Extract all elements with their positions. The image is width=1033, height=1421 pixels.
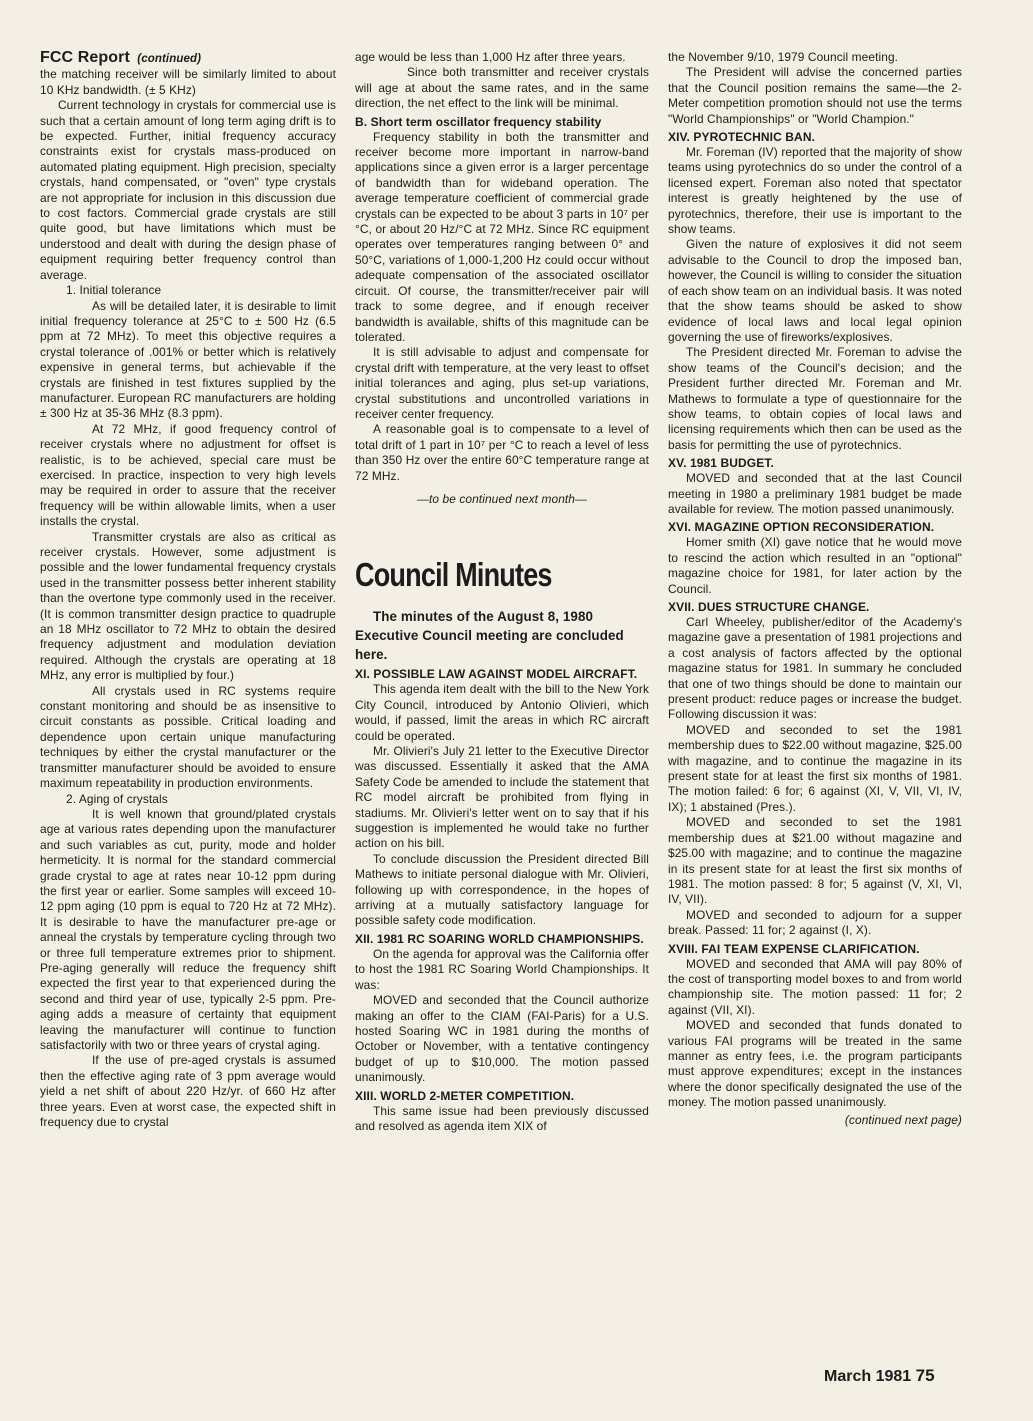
page-number: 75 <box>915 1366 935 1385</box>
column-middle <box>355 50 649 1134</box>
council-intro: The minutes of the August 8, 1980 Executive Council meeting are concluded here. <box>355 609 624 663</box>
paragraph: The President directed Mr. Foreman to advise the show teams of the Council's decision; and the President further directed Mr. Foreman and Mr. Mathews to formulate a type of questionnaire for the show teams, to obtain copies of local laws and licensing requirements which then can be used as the basis for permitting the use of pyrotechnics. <box>668 345 962 452</box>
paragraph: Current technology in crystals for commercial use is such that a certain amount of long term aging drift is to be expected. Further, initial frequency accuracy constraints exist for crystals mass-produced on automated plating equipment. High precision, specialty crystals, hand compensated, or "oven" type crystals are not appropriate for inclusion in this discussion due to cost factors. Commercial grade crystals are still quite good, but have limitations which must be understood and dealt with during the design phase of equipment requiring better frequency control than average. <box>40 98 336 282</box>
paragraph: It is well known that ground/plated crystals age at various rates depending upon the manufacturer and such variables as cut, purity, mode and holder hermeticity. It is normal for the standard commercial grade crystal to age at rates near 10-12 ppm during the first year or earlier. Some samples will exceed 10-12 ppm aging (10 ppm is equal to 720 Hz at 72 MHz). It is desirable to have the manufacturer pre-age or anneal the crystals by temperature cycling through two or three full temperature extremes prior to shipment. Pre-aging generally will reduce the frequency shift expected the first year to that experienced during the second and third year of use, typically 2-5 ppm. Pre-aging adds a measure of certainty that equipment leaving the manufacturer will continue to function satisfactorily with two or three years of crystal aging. <box>40 806 336 1052</box>
continued-note: —to be continued next month— <box>416 491 588 506</box>
section-heading: XV. 1981 BUDGET. <box>668 456 774 471</box>
section-heading: XII. 1981 RC SOARING WORLD CHAMPIONSHIPS. <box>355 931 644 946</box>
paragraph: The President will advise the concerned parties that the Council position remains the same—the 2-Meter competition promotion should not use the terms "World Championships" or "World Champion." <box>668 65 962 126</box>
continued-note: (continued next page) <box>844 1112 962 1127</box>
paragraph: All crystals used in RC systems require constant monitoring and should be as insensitive to circuit constants as possible. Critical loading and dependence upon certain unique manufacturing techniques by either the crystal manufacturer or the transmitter manufacturer should be avoided to ensure maximum repeatability in production environments. <box>40 683 336 791</box>
paragraph: the November 9/10, 1979 Council meeting. <box>668 50 899 64</box>
section-heading: XVIII. FAI TEAM EXPENSE CLARIFICATION. <box>668 941 920 956</box>
paragraph: If the use of pre-aged crystals is assumed then the effective aging rate of 3 ppm average would yield a net shift of about 220 Hz/yr. of 660 Hz after three years. Even at worst case, the expected shift in frequency due to crystal <box>40 1053 336 1130</box>
issue-date: March 1981 <box>824 1368 912 1385</box>
section-heading: XIV. PYROTECHNIC BAN. <box>668 130 816 145</box>
paragraph: age would be less than 1,000 Hz after three years. <box>355 50 626 64</box>
paragraph: the matching receiver will be similarly limited to about 10 KHz bandwidth. (± 5 KHz) <box>40 67 336 97</box>
list-item: 1. Initial tolerance <box>66 283 162 298</box>
section-heading: XVI. MAGAZINE OPTION RECONSIDERATION. <box>668 520 935 535</box>
paragraph: As will be detailed later, it is desirable to limit initial frequency tolerance at 25°C to ± 500 Hz (6.5 ppm at 72 MHz). To meet this objective requires a crystal tolerance of .001% or better which is relatively expensive in general terms, but achievable if the crystals are finished in test fixtures supplied by the manufacturer. European RC manufacturers are holding ± 300 Hz at 35-36 MHz (8.3 ppm). <box>40 298 336 421</box>
paragraph: Mr. Foreman (IV) reported that the majority of show teams using pyrotechnics do so under the control of a licensed expert. Foreman also noted that spectator interest is greatly heightened by the use of pyrotechnics, therefore, their use is important to the show teams. <box>668 145 962 237</box>
paragraph: It is still advisable to adjust and compensate for crystal drift with temperature, at the very least to offset initial tolerances and aging, plus set-up variations, crystal substitutions and uncontrolled variations in receiver center frequency. <box>355 345 649 421</box>
column-fcc-report <box>40 50 336 1130</box>
paragraph: Carl Wheeley, publisher/editor of the Academy's magazine gave a presentation of 1981 projections and a cost analysis of factors affected by the optional magazine status for 1981. In summary he concluded that one of two things should be done to maintain our present product: reduce pages or increase the budget. Following discussion it was: <box>668 615 962 722</box>
fcc-header <box>40 50 336 67</box>
paragraph: Frequency stability in both the transmitter and receiver become more important in narrow-band applications since a given error is a larger percentage of bandwidth than for wideband operation. The average temperature coefficient of commercial grade crystals can be expected to be about 3 parts in 10⁷ per °C, or about 20 Hz/°C at 72 MHz. Since RC equipment operates over temperatures ranging between 0° and 50°C, variations of 1,000-1,200 Hz could occur without adequate compensation of the associated oscillator circuit. Of course, the transmitter/receiver pair will track to some degree, and if enough receiver bandwidth is available, shifts of this magnitude can be tolerated. <box>355 129 649 344</box>
paragraph: A reasonable goal is to compensate to a level of total drift of 1 part in 10⁷ per °C to reach a level of less than 350 Hz over the entire 60°C temperature range at 72 MHz. <box>355 422 649 483</box>
column-right <box>668 50 962 1128</box>
council-minutes-title: Council Minutes <box>355 556 552 594</box>
paragraph: MOVED and seconded to set the 1981 membership dues to $22.00 without magazine, $25.00 with magazine, and to continue the magazine in its present state for at least the first six months of 1981. The motion failed: 6 for; 6 against (XI, V, VII, VI, IV, IX); 1 abstained (Pres.). <box>668 722 962 814</box>
paragraph: Mr. Olivieri's July 21 letter to the Executive Director was discussed. Essentially it asked that the AMA Safety Code be amended to include the statement that RC model aircraft be prohibited from flying in stadiums. Mr. Olivieri's letter went on to say that if his suggestion is implemented he would take no further action on his bill. <box>355 744 649 851</box>
paragraph: This same issue had been previously discussed and resolved as agenda item XIX of <box>355 1103 649 1133</box>
paragraph: MOVED and seconded that funds donated to various FAI programs will be treated in the same manner as entry fees, i.e. the program participants must approve expenditures; except in the instances where the donor specifically designated the use of the money. The motion passed unanimously. <box>668 1018 962 1110</box>
section-heading: XI. POSSIBLE LAW AGAINST MODEL AIRCRAFT. <box>355 667 638 682</box>
fcc-continued: (continued) <box>137 53 201 65</box>
paragraph: Given the nature of explosives it did not seem advisable to the Council to drop the imposed ban, however, the Council is willing to consider the situation of each show team on an individual basis. It was noted that the show teams should be asked to show evidence of local laws and local legal opinion governing the use of fireworks/explosives. <box>668 237 962 344</box>
paragraph: MOVED and seconded that at the last Council meeting in 1980 a preliminary 1981 budget be made available for review. The motion passed unanimously. <box>668 471 962 516</box>
paragraph: To conclude discussion the President directed Bill Mathews to initiate personal dialogue with Mr. Olivieri, following up with correspondence, in the hopes of arriving at a mutually satisfactory language for possible safety code modification. <box>355 851 649 928</box>
paragraph: MOVED and seconded that the Council authorize making an offer to the CIAM (FAI-Paris) for a U.S. hosted Soaring WC in 1981 during the months of October or November, with a tentative contingency budget of up to $10,000. The motion passed unanimously. <box>355 993 649 1085</box>
fcc-title: FCC Report <box>40 49 130 66</box>
paragraph: Since both transmitter and receiver crystals will age at about the same rates, and in the same direction, the net effect to the link will be minimal. <box>355 65 649 111</box>
paragraph: MOVED and seconded to adjourn for a supper break. Passed: 11 for; 2 against (I, X). <box>668 907 962 938</box>
paragraph: At 72 MHz, if good frequency control of receiver crystals where no adjustment for offset is realistic, is to be achieved, special care must be exercised. In practice, inspection to very high levels may be required in order to assure that the receiver frequency will be within allowable limits, when a user installs the crystal. <box>40 421 336 529</box>
paragraph: On the agenda for approval was the California offer to host the 1981 RC Soaring World Championships. It was: <box>355 946 649 992</box>
list-item: 2. Aging of crystals <box>66 791 168 806</box>
page-footer <box>824 1366 935 1386</box>
paragraph: This agenda item dealt with the bill to the New York City Council, introduced by Antonio Olivieri, which would, if passed, limit the areas in which RC aircraft could be operated. <box>355 682 649 743</box>
paragraph: MOVED and seconded to set the 1981 membership dues at $21.00 without magazine and $25.00 with magazine; and to continue the magazine in its present state for at least the first six months of 1981. The motion passed: 8 for; 5 against (V, XI, VI, IV, VII). <box>668 815 962 907</box>
section-heading: XIII. WORLD 2-METER COMPETITION. <box>355 1088 575 1103</box>
section-heading: B. Short term oscillator frequency stability <box>355 114 602 129</box>
paragraph: Transmitter crystals are also as critical as receiver crystals. However, some adjustment is possible and the lower fundamental frequency crystals used in the transmitter possess better inherent stability than the overtone type commonly used in the receiver. (It is common transmitter design practice to quadruple an 18 MHz oscillator to 72 MHz to obtain the desired frequency adjustment and modulation deviation required. Although the crystals are operating at 18 MHz, any error is multiplied by four.) <box>40 529 336 683</box>
paragraph: Homer smith (XI) gave notice that he would move to rescind the action which resulted in an "optional" magazine choice for 1981, for later action by the Council. <box>668 535 962 596</box>
section-heading: XVII. DUES STRUCTURE CHANGE. <box>668 600 870 614</box>
paragraph: MOVED and seconded that AMA will pay 80% of the cost of transporting model boxes to and from world championship site. The motion passed: 11 for; 2 against (VII, XI). <box>668 956 962 1017</box>
